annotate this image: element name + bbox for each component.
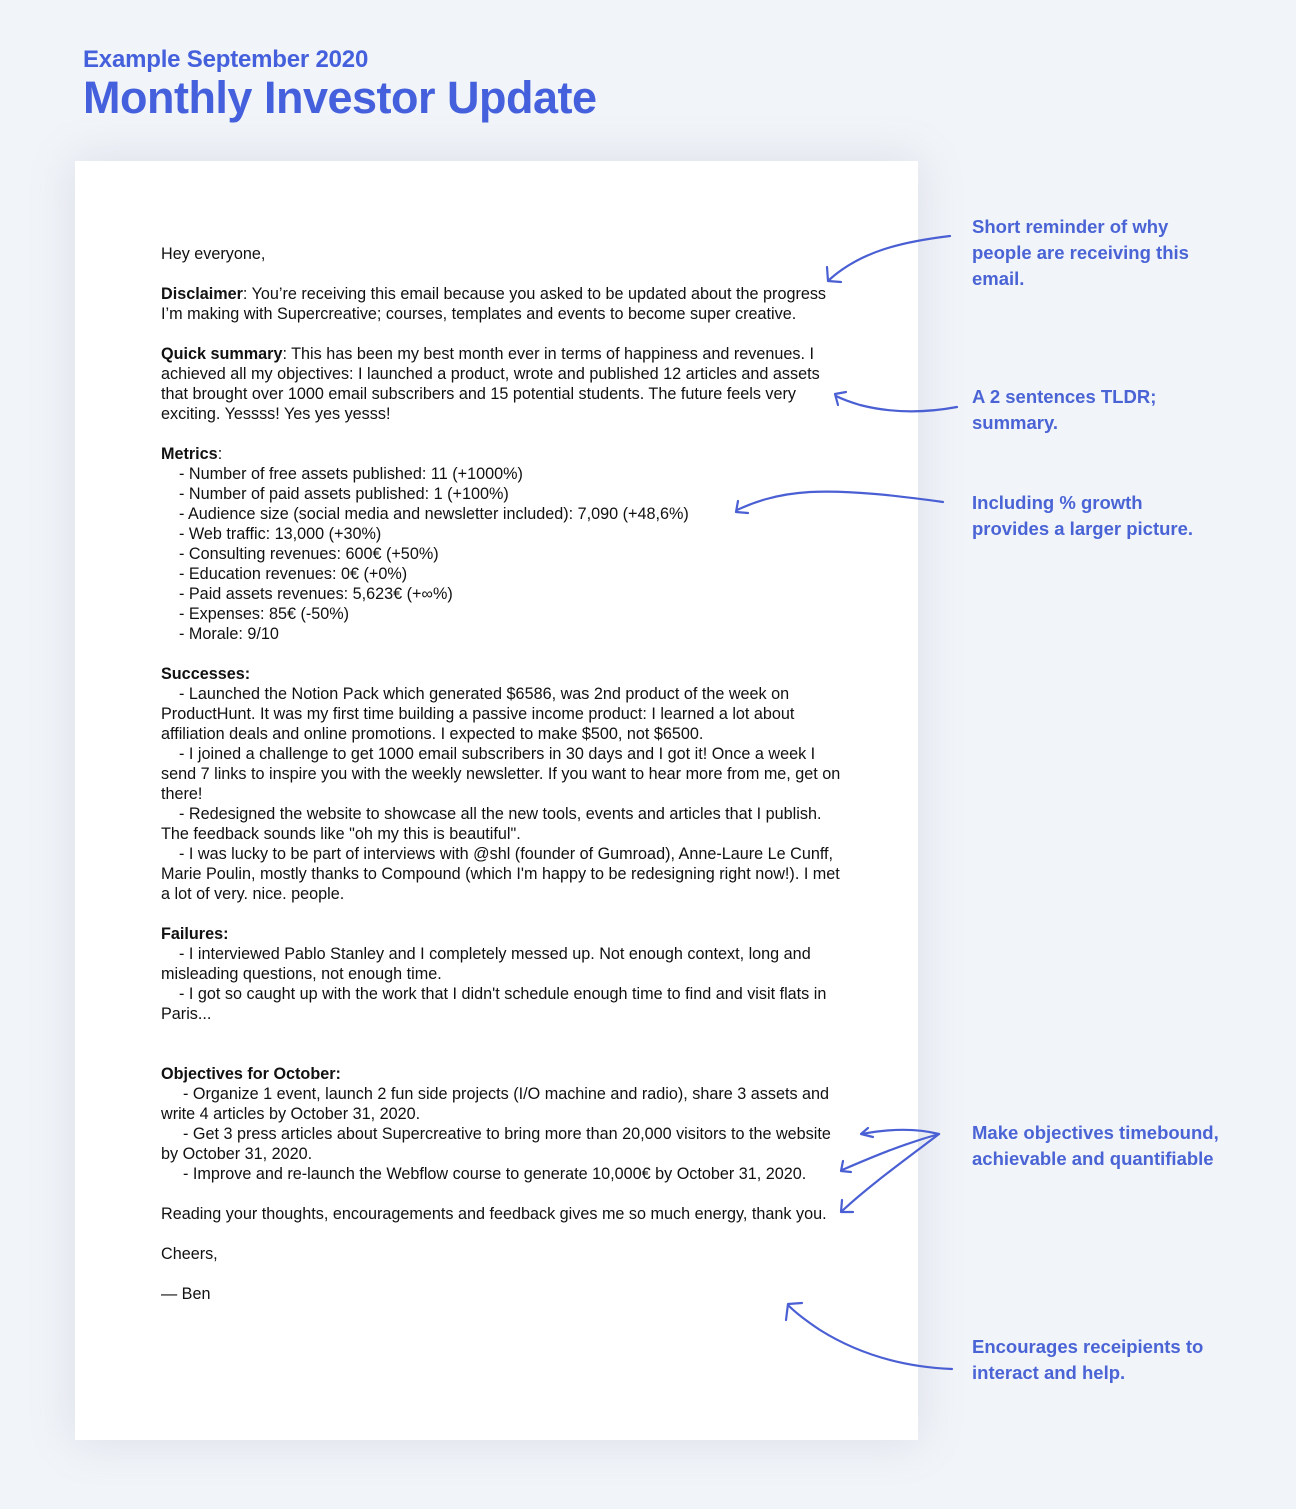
metrics-label: Metrics	[161, 445, 218, 463]
page-title: Monthly Investor Update	[83, 72, 597, 123]
metric-item: - Audience size (social media and newsletter included): 7,090 (+48,6%)	[179, 505, 689, 523]
success-item: - I was lucky to be part of interviews with @shl (founder of Gumroad), Anne-Laure Le Cunff, Marie Poulin, mostly thanks to Compound (which I'm happy to be redesigning right now!). I met a lot of very. nice. people.	[161, 845, 840, 903]
metrics-colon: :	[217, 445, 223, 463]
summary-paragraph	[161, 344, 841, 424]
page-subtitle: Example September 2020	[83, 46, 369, 73]
objective-item: - Organize 1 event, launch 2 fun side projects (I/O machine and radio), share 3 assets and write 4 articles by October 31, 2020.	[161, 1085, 830, 1123]
objectives-heading: Objectives for October:	[161, 1065, 341, 1083]
disclaimer-text: : You’re receiving this email because you asked to be updated about the progress I’m making with Supercreative; courses, templates and events to become super creative.	[161, 285, 827, 323]
metrics-heading	[161, 444, 841, 464]
metric-item: - Education revenues: 0€ (+0%)	[179, 565, 408, 583]
disclaimer-label: Disclaimer	[161, 285, 243, 303]
greeting: Hey everyone,	[161, 245, 266, 263]
metric-item: - Number of paid assets published: 1 (+100%)	[179, 485, 509, 503]
metric-item: - Expenses: 85€ (-50%)	[179, 605, 350, 623]
success-item: - Redesigned the website to showcase all the new tools, events and articles that I publish. The feedback sounds like "oh my this is beautiful".	[161, 805, 822, 843]
failure-item: - I interviewed Pablo Stanley and I completely messed up. Not enough context, long and misleading questions, not enough time.	[161, 945, 811, 983]
annotation-objectives: Make objectives timebound, achievable and quantifiable	[972, 1122, 1219, 1169]
summary-text: : This has been my best month ever in terms of happiness and revenues. I achieved all my objectives: I launched a product, wrote and published 12 articles and assets that brought over 1000 email subscribers and 15 potential students. The future feels very exciting. Yessss! Yes yes yesss!	[161, 345, 820, 423]
metric-item: - Consulting revenues: 600€ (+50%)	[179, 545, 439, 563]
annotation-disclaimer: Short reminder of why people are receiving this email.	[972, 216, 1189, 289]
annotation-closing: Encourages receipients to interact and help.	[972, 1336, 1204, 1383]
email-body	[161, 244, 841, 1304]
metric-item: - Number of free assets published: 11 (+1000%)	[179, 465, 523, 483]
signoff: Cheers,	[161, 1245, 218, 1263]
metric-item: - Morale: 9/10	[179, 625, 279, 643]
closing-paragraph: Reading your thoughts, encouragements and feedback gives me so much energy, thank you.	[161, 1205, 827, 1223]
success-item: - Launched the Notion Pack which generated $6586, was 2nd product of the week on ProductHunt. It was my first time building a passive income product: I learned a lot about affiliation deals and online promotions. I expected to make $500, not $6500.	[161, 685, 795, 743]
metric-item: - Web traffic: 13,000 (+30%)	[179, 525, 382, 543]
successes-heading: Successes:	[161, 665, 251, 683]
annotation-metrics: Including % growth provides a larger picture.	[972, 492, 1194, 539]
annotation-summary: A 2 sentences TLDR; summary.	[972, 386, 1157, 433]
objective-item: - Improve and re-launch the Webflow course to generate 10,000€ by October 31, 2020.	[183, 1165, 807, 1183]
summary-label: Quick summary	[161, 345, 283, 363]
signature: — Ben	[161, 1285, 211, 1303]
metric-item: - Paid assets revenues: 5,623€ (+∞%)	[179, 585, 453, 603]
page-header	[83, 44, 597, 122]
disclaimer-paragraph	[161, 284, 841, 324]
success-item: - I joined a challenge to get 1000 email subscribers in 30 days and I got it! Once a week I send 7 links to inspire you with the weekly newsletter. If you want to hear more from me, get on there!	[161, 745, 841, 803]
failures-heading: Failures:	[161, 925, 229, 943]
objective-item: - Get 3 press articles about Supercreative to bring more than 20,000 visitors to the website by October 31, 2020.	[161, 1125, 831, 1163]
failure-item: - I got so caught up with the work that I didn't schedule enough time to find and visit flats in Paris...	[161, 985, 827, 1023]
